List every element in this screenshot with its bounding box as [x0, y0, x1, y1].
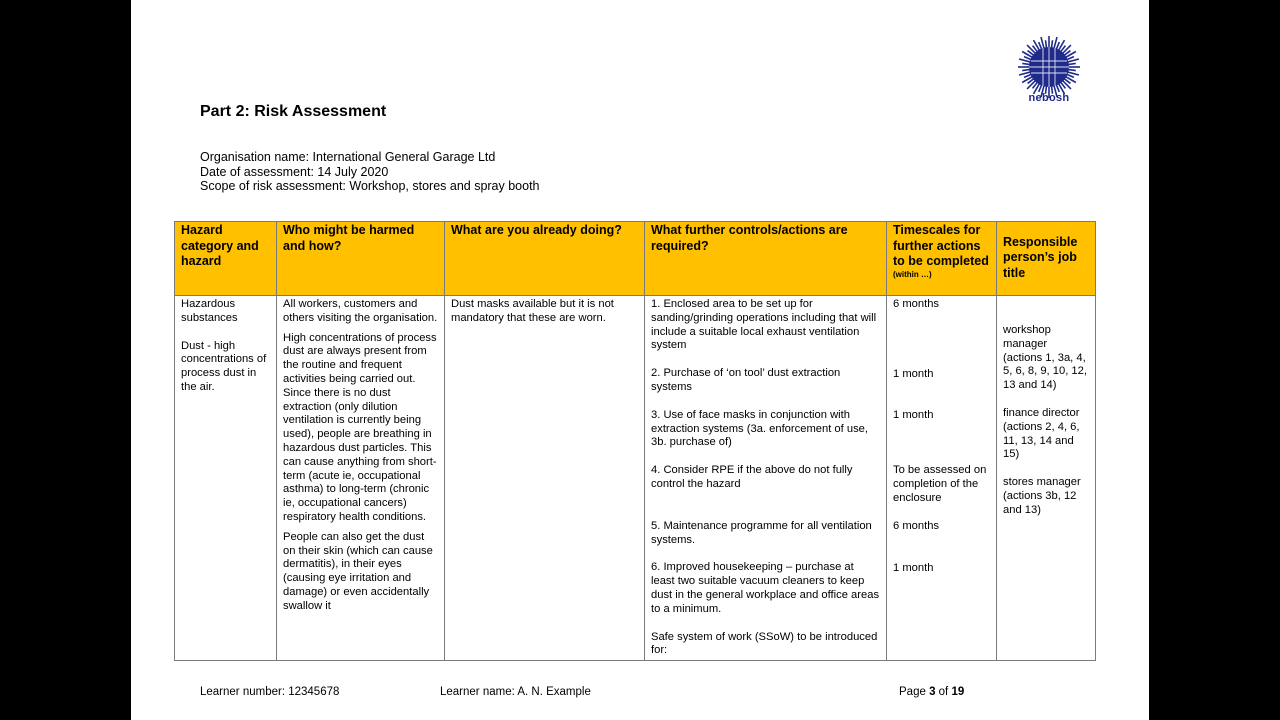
- who-harmed-cell: [277, 296, 445, 661]
- timescale: 6 months: [893, 298, 940, 310]
- further-action: 4. Consider RPE if the above do not fully control the hazard: [651, 464, 853, 490]
- further-action: 6. Improved housekeeping – purchase at least two suitable vacuum cleaners to keep dust in the general workplace and office areas to a minimum.: [651, 561, 880, 615]
- page-number: [899, 686, 964, 698]
- document-page: [131, 0, 1149, 720]
- who-harmed-text: High concentrations of process dust are always present from the routine and frequent activities being carried out. Since there is no dust extraction (only dilution ventilation is currently being used), people are breathing in hazardous dust particles. This can cause anything from short-term (acute ie, occupational asthma) to long-term (chronic ie, occupational cancers) respiratory health conditions.: [283, 331, 437, 523]
- page-of: of: [935, 686, 952, 698]
- further-action: 3. Use of face masks in conjunction with extraction systems (3a. enforcement of use, 3b. purchase of): [651, 408, 869, 449]
- timescale: 1 month: [893, 367, 934, 380]
- responsible-cell: [997, 296, 1096, 661]
- timescale: 1 month: [893, 561, 934, 574]
- page-title: Part 2: Risk Assessment: [200, 103, 387, 120]
- responsible-person: stores manager (actions 3b, 12 and 13): [1003, 476, 1081, 516]
- header-further-controls: What further controls/actions are required?: [645, 222, 887, 296]
- hazard-detail: Dust - high concentrations of process dust in the air.: [181, 339, 267, 393]
- header-timescales-label: Timescales for further actions to be completed: [893, 223, 989, 268]
- already-doing-cell: [445, 296, 645, 661]
- who-harmed-text: All workers, customers and others visiting the organisation.: [283, 298, 438, 324]
- learner-number: Learner number: 12345678: [200, 686, 340, 698]
- assessment-date: Date of assessment: 14 July 2020: [200, 164, 389, 179]
- table-header-row: [175, 222, 1096, 296]
- further-controls-cell: [645, 296, 887, 661]
- who-harmed-text: People can also get the dust on their skin (which can cause dermatitis), in their eyes (causing eye irritation and damage) or even accidentally swallow it: [283, 530, 433, 612]
- further-action: 2. Purchase of ‘on tool’ dust extraction systems: [651, 367, 841, 393]
- header-hazard: Hazard category and hazard: [175, 222, 277, 296]
- assessment-scope: Scope of risk assessment: Workshop, stores and spray booth: [200, 179, 540, 193]
- already-doing-text: Dust masks available but it is not mandatory that these are worn.: [451, 298, 614, 324]
- risk-assessment-table: [174, 221, 1096, 661]
- timescale: To be assessed on completion of the enclosure: [893, 464, 987, 504]
- header-timescales-note: (within …): [893, 269, 932, 279]
- header-responsible: Responsible person’s job title: [997, 222, 1096, 296]
- organisation-name: Organisation name: International General Garage Ltd: [200, 150, 496, 164]
- page-current: 3: [929, 686, 936, 698]
- responsible-person: workshop manager (actions 1, 3a, 4, 5, 6, 8, 9, 10, 12, 13 and 14): [1003, 324, 1087, 392]
- hazard-cell: [175, 296, 277, 661]
- header-timescales: [887, 222, 997, 296]
- responsible-person: finance director (actions 2, 4, 6, 11, 13, 14 and 15): [1003, 406, 1080, 461]
- further-action: 1. Enclosed area to be set up for sanding/grinding operations including that will include a suitable local exhaust ventilation system: [651, 298, 877, 352]
- page-total: 19: [951, 686, 965, 698]
- learner-name: Learner name: A. N. Example: [440, 686, 591, 698]
- timescales-cell: [887, 296, 997, 661]
- logo-text: nebosh: [1028, 92, 1070, 104]
- hazard-category: Hazardous substances: [181, 298, 238, 324]
- page-prefix: Page: [899, 686, 930, 698]
- timescale: 1 month: [893, 408, 934, 421]
- assessment-details: [200, 150, 540, 194]
- table-row: [175, 296, 1096, 661]
- header-already-doing: What are you already doing?: [445, 222, 645, 296]
- further-action: 5. Maintenance programme for all ventilation systems.: [651, 519, 872, 546]
- timescale: 6 months: [893, 519, 940, 532]
- header-who-harmed: Who might be harmed and how?: [277, 222, 445, 296]
- further-action: Safe system of work (SSoW) to be introduced for:: [651, 630, 878, 657]
